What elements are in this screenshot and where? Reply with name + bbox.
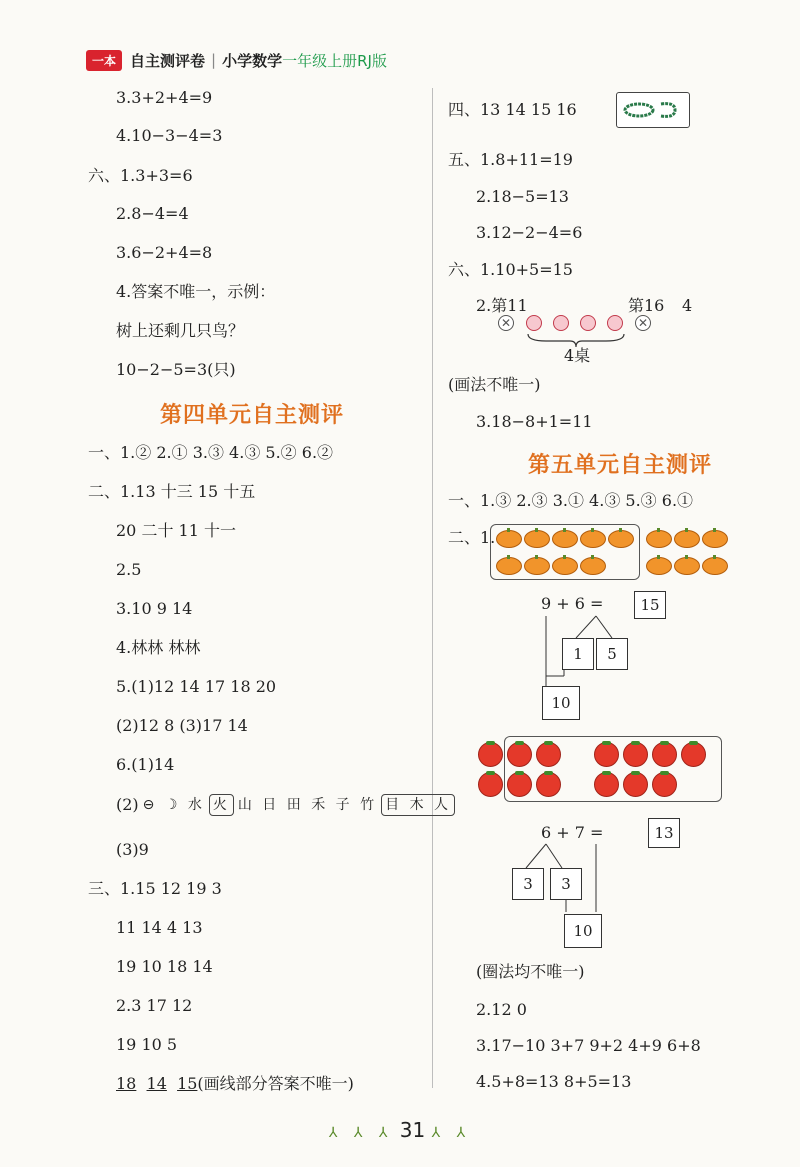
pumpkin-icon (702, 557, 728, 575)
pumpkin-icon (552, 557, 578, 575)
answer-line: 4.10−3−4=3 (116, 126, 223, 145)
answer-line: 2.3 17 12 (116, 996, 193, 1015)
pumpkin-icon (496, 557, 522, 575)
tomato-icon (594, 772, 619, 797)
equation-answer-box: 13 (648, 818, 680, 848)
answer-line: 2.12 0 (476, 1000, 527, 1019)
answer-line: 3.12−2−4=6 (476, 223, 583, 242)
pumpkin-icon (524, 557, 550, 575)
pumpkin-row (496, 557, 606, 575)
answer-note: (画线部分答案不唯一) (197, 1074, 354, 1093)
split-box: 3 (550, 868, 582, 900)
tomato-icon (681, 742, 706, 767)
split-box: 3 (512, 868, 544, 900)
tomato-row (594, 772, 677, 797)
underlined-answer: 18 (116, 1074, 137, 1093)
equation-answer-box: 15 (634, 591, 666, 619)
brand-logo: 一本 (86, 50, 122, 71)
tomato-row (594, 742, 706, 767)
answer-line: 4.答案不唯一，示例： (116, 282, 276, 301)
pumpkin-icon (702, 530, 728, 548)
tomato-icon (478, 772, 503, 797)
answer-line: 六、1.10+5=15 (448, 260, 573, 279)
tomato-icon (623, 772, 648, 797)
crossed-seat-icon: ✕ (635, 315, 651, 331)
answer-note: (画法不唯一) (448, 375, 541, 394)
circled-pictograph: 火 (209, 794, 234, 816)
tomato-icon (652, 742, 677, 767)
header-separator: | (211, 51, 217, 69)
pumpkin-row (646, 530, 728, 548)
tomato-row (478, 772, 561, 797)
tomato-icon (652, 772, 677, 797)
answer-line: (3)9 (116, 840, 149, 859)
pumpkin-icon (496, 530, 522, 548)
header-subject: 小学数学 (222, 51, 283, 70)
answer-line: 10−2−5=3(只) (116, 360, 236, 379)
pumpkin-icon (608, 530, 634, 548)
answer-line: 三、1.15 12 19 3 (88, 879, 222, 898)
grass-decoration-icon: ⅄ ⅄ (431, 1125, 472, 1141)
pumpkin-icon (646, 557, 672, 575)
equation-text: 6 + 7 = (541, 823, 604, 842)
grass-decoration-icon: ⅄ ⅄ ⅄ (328, 1125, 394, 1141)
answer-line: 二、1.13 十三 15 十五 (88, 482, 256, 501)
answer-prefix: (2) (116, 795, 139, 814)
answer-line: 6.(1)14 (116, 755, 175, 774)
underlined-answer: 14 (146, 1074, 167, 1093)
brace-label: 4桌 (564, 346, 591, 365)
answer-line: 四、13 14 15 16 (448, 100, 577, 119)
section-title-unit4: 第四单元自主测评 (160, 403, 345, 428)
tomato-icon (478, 742, 503, 767)
answer-line: 4.林林 林林 (116, 638, 201, 657)
answer-line: 二、1. (448, 528, 496, 547)
pumpkin-icon (580, 530, 606, 548)
answer-line: (2)12 8 (3)17 14 (116, 716, 248, 735)
pictograph-glyphs: ⊖ ☽ 水 (142, 797, 205, 813)
answer-line: 2.5 (116, 560, 142, 579)
section-title-unit5: 第五单元自主测评 (528, 453, 713, 478)
answer-line: 2.8−4=4 (116, 204, 189, 223)
answer-line: 一、1.③ 2.③ 3.① 4.③ 5.③ 6.① (448, 491, 694, 510)
answer-line: 3.17−10 3+7 9+2 4+9 6+8 (476, 1036, 701, 1055)
page-footer (0, 1118, 800, 1142)
answer-line: 六、1.3+3=6 (88, 166, 193, 185)
tomato-icon (594, 742, 619, 767)
seat-circle (553, 315, 569, 331)
answer-line: 19 10 5 (116, 1035, 178, 1054)
answer-line: 11 14 4 13 (116, 918, 203, 937)
pumpkin-icon (580, 557, 606, 575)
answer-line: 4.5+8=13 8+5=13 (476, 1072, 632, 1091)
answer-line: 2.18−5=13 (476, 187, 569, 206)
underlined-answer: 15 (177, 1074, 198, 1093)
split-box: 1 (562, 638, 594, 670)
seat-answer: 4 (682, 296, 693, 315)
answer-line: 一、1.② 2.① 3.③ 4.③ 5.② 6.② (88, 443, 334, 462)
tomato-icon (507, 772, 532, 797)
pumpkin-icon (674, 557, 700, 575)
pumpkin-icon (524, 530, 550, 548)
tomato-icon (623, 742, 648, 767)
column-divider (432, 88, 433, 1088)
answer-line: 5.(1)12 14 17 18 20 (116, 677, 277, 696)
tomato-icon (536, 742, 561, 767)
split-box: 5 (596, 638, 628, 670)
pumpkin-icon (646, 530, 672, 548)
seat-label-left: 2.第11 (476, 296, 528, 315)
answer-line: 3.10 9 14 (116, 599, 193, 618)
bead-chain-figure (616, 92, 690, 128)
equation-text: 9 + 6 = (541, 594, 604, 613)
pumpkin-icon (552, 530, 578, 548)
answer-line: 五、1.8+11=19 (448, 150, 573, 169)
answer-line (116, 1074, 354, 1094)
tomato-icon (536, 772, 561, 797)
answer-line: 3.6−2+4=8 (116, 243, 213, 262)
pumpkin-row (646, 557, 728, 575)
tomato-icon (507, 742, 532, 767)
sum-box: 10 (542, 686, 580, 720)
answer-line: 19 10 18 14 (116, 957, 213, 976)
pictograph-glyphs: 山 日 田 禾 子 竹 (237, 797, 378, 813)
circled-pictograph-group: 目 木 人 (381, 794, 455, 816)
seat-label-right: 第16 (628, 296, 665, 315)
sum-box: 10 (564, 914, 602, 948)
page-number: 31 (399, 1118, 426, 1142)
seat-circle (607, 315, 623, 331)
pictograph-answer (116, 794, 455, 816)
pumpkin-icon (674, 530, 700, 548)
answer-line: 20 二十 11 十一 (116, 521, 236, 540)
seat-circle (526, 315, 542, 331)
answer-note: (圈法均不唯一) (476, 962, 585, 981)
answer-line: 3.3+2+4=9 (116, 88, 213, 107)
answer-line: 3.18−8+1=11 (476, 412, 593, 431)
bead-chain-icon (617, 93, 689, 127)
answer-line: 树上还剩几只鸟？ (116, 321, 245, 340)
header-edition: 一年级上册RJ版 (282, 51, 387, 70)
page-header (86, 46, 387, 74)
crossed-seat-icon: ✕ (498, 315, 514, 331)
tomato-row (478, 742, 561, 767)
seat-circle (580, 315, 596, 331)
pumpkin-row (496, 530, 634, 548)
header-title: 自主测评卷 (130, 51, 206, 70)
